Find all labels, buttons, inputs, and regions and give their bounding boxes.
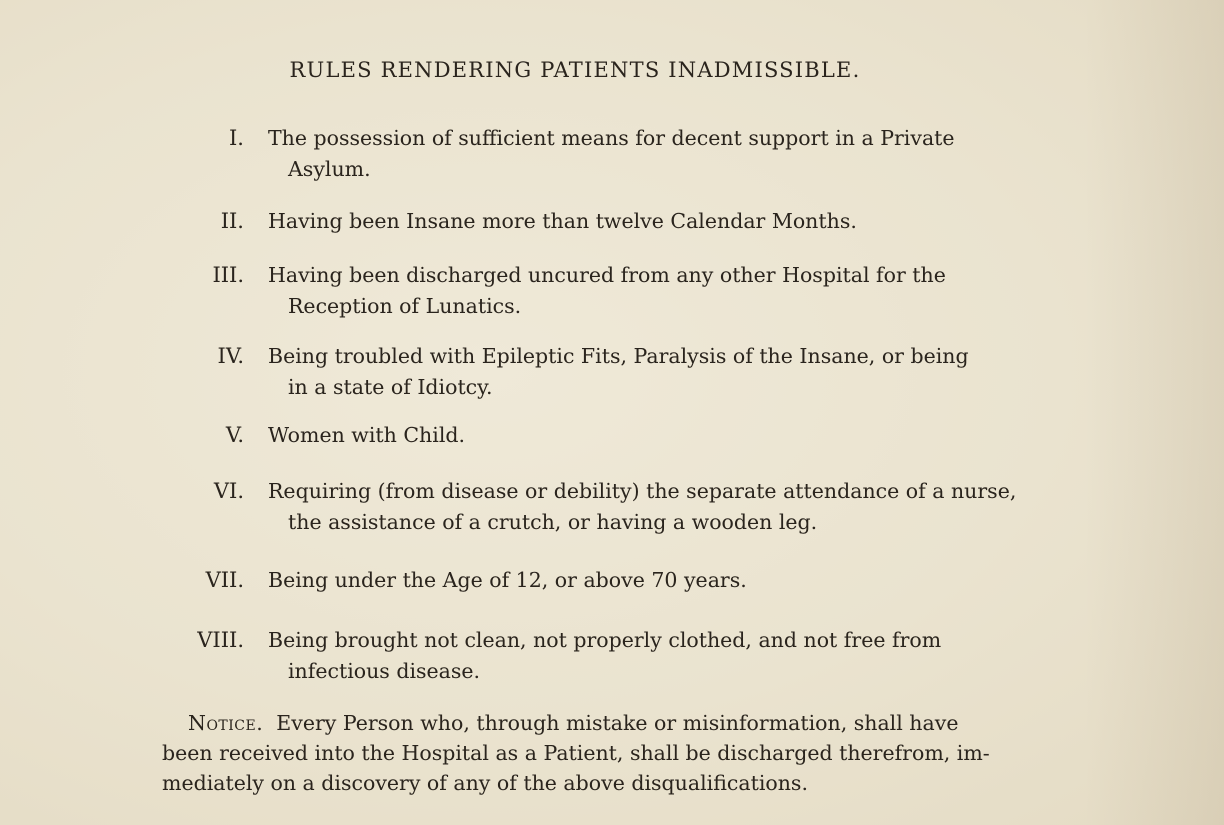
rule-text <box>268 206 996 237</box>
rule-line-continued: Reception of Lunatics. <box>288 294 522 318</box>
rule-text <box>268 476 1017 538</box>
rule-numeral: III. <box>212 263 244 287</box>
rule-line-continued: the assistance of a crutch, or having a wooden leg. <box>288 510 818 534</box>
rule-line: Being troubled with Epileptic Fits, Paralysis of the Insane, or being <box>268 344 969 368</box>
notice-paragraph <box>162 708 998 798</box>
rule-line: Requiring (from disease or debility) the separate attendance of a nurse, <box>268 479 1017 503</box>
rule-line: Having been discharged uncured from any other Hospital for the <box>268 263 946 287</box>
rule-text <box>268 565 996 596</box>
page-title: RULES RENDERING PATIENTS INADMISSIBLE. <box>289 58 861 82</box>
rule-text <box>268 260 996 322</box>
rule-line: Women with Child. <box>268 423 466 447</box>
rule-text <box>268 420 996 451</box>
rule-line-continued: Asylum. <box>288 157 371 181</box>
rule-numeral: V. <box>225 423 244 447</box>
notice-line <box>162 708 998 738</box>
rule-numeral: IV. <box>217 344 244 368</box>
rule-text <box>268 625 996 687</box>
rule-line: The possession of sufficient means for decent support in a Private <box>268 126 955 150</box>
rule-line: Being brought not clean, not properly clothed, and not free from <box>268 628 942 652</box>
rule-text <box>268 123 996 185</box>
rule-line: Being under the Age of 12, or above 70 years. <box>268 568 747 592</box>
rule-numeral: II. <box>220 209 244 233</box>
rule-numeral: VI. <box>213 479 244 503</box>
rule-text <box>268 341 996 403</box>
rule-numeral: VIII. <box>197 628 244 652</box>
rule-numeral: I. <box>229 126 244 150</box>
rule-numeral: VII. <box>205 568 244 592</box>
rule-line-continued: in a state of Idiotcy. <box>288 375 493 399</box>
notice-label: Notice. <box>188 711 264 735</box>
notice-text: Every Person who, through mistake or misinformation, shall have <box>276 711 959 735</box>
notice-line: been received into the Hospital as a Patient, shall be discharged therefrom, im- <box>162 741 990 765</box>
rule-line-continued: infectious disease. <box>288 659 481 683</box>
notice-line: mediately on a discovery of any of the above disqualifications. <box>162 771 808 795</box>
rule-line: Having been Insane more than twelve Calendar Months. <box>268 209 857 233</box>
